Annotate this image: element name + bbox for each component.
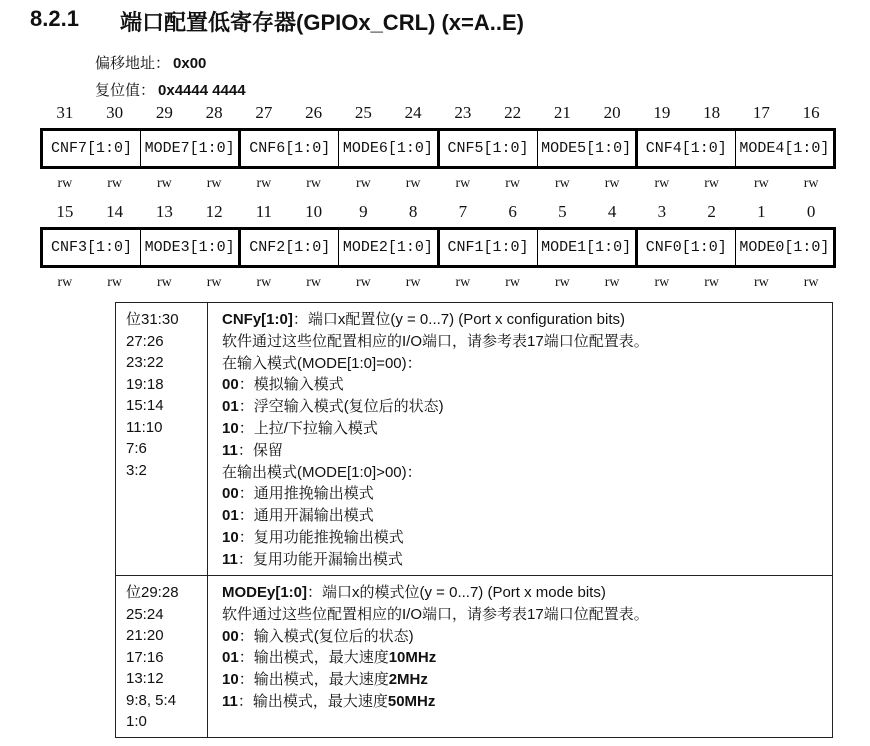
bit-range: 7:6: [126, 440, 147, 457]
bit-range: 17:16: [126, 648, 164, 666]
bit-range: 25:24: [126, 605, 164, 623]
bit-field-cell: CNF0[1:0]: [635, 230, 735, 265]
access-type: rw: [355, 275, 371, 290]
bit-range: 位29:28: [126, 584, 179, 601]
description-line: 00：输入模式(复位后的状态): [222, 627, 414, 645]
bit-number: 13: [155, 202, 173, 221]
bit-number: 30: [106, 103, 124, 122]
description-line: 10：输出模式，最大速度2MHz: [222, 671, 428, 689]
bit-range: 23:22: [126, 354, 164, 371]
bit-number: 23: [454, 103, 472, 122]
bit-number: 21: [553, 103, 571, 122]
description-line: 软件通过这些位配置相应的I/O端口，请参考表17端口位配置表。: [222, 332, 649, 350]
bit-fields-row: [40, 227, 836, 268]
description-table: [115, 302, 833, 738]
access-type: rw: [156, 176, 172, 191]
bit-number: 6: [508, 202, 517, 221]
access-type: rw: [455, 275, 471, 290]
bit-number: 12: [205, 202, 223, 221]
access-type: rw: [405, 176, 421, 191]
bit-number: 9: [359, 202, 368, 221]
description-line: 10：上拉/下拉输入模式: [222, 419, 378, 437]
access-row: [40, 176, 836, 194]
bit-field-cell: MODE6[1:0]: [338, 131, 436, 166]
reset-value-label: 复位值：: [95, 82, 156, 99]
access-type: rw: [753, 176, 769, 191]
bit-field-cell: CNF1[1:0]: [437, 230, 537, 265]
bit-range: 9:8, 5:4: [126, 691, 177, 709]
description-line: CNFy[1:0]：端口x配置位(y = 0...7) (Port x configuration bits): [222, 311, 626, 328]
bit-number: 28: [205, 103, 223, 122]
bit-range: 27:26: [126, 332, 164, 350]
bit-range: 13:12: [126, 670, 164, 687]
access-type: rw: [554, 176, 570, 191]
description-line: 00：通用推挽输出模式: [222, 485, 374, 503]
bit-field-cell: MODE2[1:0]: [338, 230, 436, 265]
bit-number: 7: [458, 202, 468, 221]
bit-fields-row: [40, 128, 836, 169]
bit-field-cell: CNF5[1:0]: [437, 131, 537, 166]
bit-number: 19: [653, 103, 671, 122]
description-line: MODEy[1:0]：端口x的模式位(y = 0...7) (Port x mode bits): [222, 584, 606, 601]
description-line: 10：复用功能推挽输出模式: [222, 528, 404, 546]
bit-field-cell: MODE4[1:0]: [735, 131, 833, 166]
bit-range: 21:20: [126, 627, 164, 644]
access-type: rw: [306, 275, 322, 290]
bit-number: 27: [255, 103, 273, 122]
access-type: rw: [604, 275, 620, 290]
bit-number: 24: [404, 103, 422, 122]
bit-number: 11: [255, 202, 273, 221]
bit-number: 26: [305, 103, 323, 122]
bit-field-cell: CNF2[1:0]: [238, 230, 338, 265]
bit-range: 位31:30: [126, 311, 179, 328]
access-type: rw: [206, 176, 222, 191]
bit-number: 0: [806, 202, 816, 221]
access-type: rw: [803, 176, 819, 191]
bit-range: 11:10: [126, 418, 163, 436]
bit-range: 3:2: [126, 461, 147, 479]
access-type: rw: [753, 275, 769, 290]
access-type: rw: [107, 176, 123, 191]
access-type: rw: [57, 275, 73, 290]
bit-number: 14: [106, 202, 124, 221]
section-number: 8.2.1: [30, 6, 79, 31]
access-type: rw: [256, 176, 272, 191]
offset-address-label: 偏移地址：: [95, 55, 171, 72]
description-line: 在输出模式(MODE[1:0]>00)：: [222, 463, 422, 481]
description-line: 在输入模式(MODE[1:0]=00)：: [222, 354, 422, 372]
reset-value-value: 0x4444 4444: [158, 82, 246, 99]
bit-range-column: [116, 303, 208, 575]
bit-field-cell: MODE3[1:0]: [140, 230, 238, 265]
bit-number: 2: [707, 202, 716, 221]
bit-range: 19:18: [126, 375, 164, 393]
register-table-low: [40, 202, 836, 293]
offset-address-line: [95, 50, 246, 77]
description-line: 11：保留: [222, 441, 283, 459]
access-type: rw: [654, 275, 670, 290]
bit-field-cell: CNF7[1:0]: [51, 140, 133, 157]
offset-address-value: 0x00: [173, 55, 207, 72]
access-type: rw: [704, 176, 720, 191]
bit-numbers-row: [40, 103, 836, 125]
description-line: 00：模拟输入模式: [222, 376, 344, 394]
access-type: rw: [57, 176, 73, 191]
bit-number: 1: [757, 202, 766, 221]
bit-field-cell: MODE1[1:0]: [537, 230, 635, 265]
access-type: rw: [156, 275, 172, 290]
access-type: rw: [654, 176, 670, 191]
bit-number: 29: [155, 103, 173, 122]
section-title: 端口配置低寄存器(GPIOx_CRL) (x=A..E): [120, 10, 524, 35]
access-type: rw: [704, 275, 720, 290]
description-line: 软件通过这些位配置相应的I/O端口，请参考表17端口位配置表。: [222, 605, 649, 623]
register-table-high: [40, 103, 836, 194]
bit-field-cell: MODE7[1:0]: [140, 131, 238, 166]
bit-range-column: [116, 576, 208, 737]
bit-field-cell: MODE5[1:0]: [537, 131, 635, 166]
bit-field-cell: CNF6[1:0]: [238, 131, 338, 166]
access-type: rw: [455, 176, 471, 191]
bit-number: 15: [56, 202, 74, 221]
bit-number: 22: [504, 103, 522, 122]
access-type: rw: [803, 275, 819, 290]
bit-field-cell: MODE0[1:0]: [735, 230, 833, 265]
bit-field-cell: CNF4[1:0]: [635, 131, 735, 166]
access-type: rw: [505, 176, 521, 191]
bit-number: 10: [305, 202, 323, 221]
access-type: rw: [355, 176, 371, 191]
access-type: rw: [554, 275, 570, 290]
access-type: rw: [206, 275, 222, 290]
description-column: [208, 303, 832, 575]
description-row: [116, 575, 832, 737]
access-row: [40, 275, 836, 293]
description-line: 01：通用开漏输出模式: [222, 507, 374, 525]
access-type: rw: [505, 275, 521, 290]
access-type: rw: [405, 275, 421, 290]
register-meta: [95, 50, 246, 104]
bit-number: 25: [354, 103, 372, 122]
bit-number: 18: [703, 103, 721, 122]
bit-range: 1:0: [126, 713, 147, 730]
description-line: 01：浮空输入模式(复位后的状态): [222, 398, 444, 416]
reset-value-line: [95, 77, 246, 104]
page-title: [30, 6, 524, 37]
bit-number: 17: [752, 103, 770, 122]
bit-number: 3: [657, 202, 667, 221]
access-type: rw: [604, 176, 620, 191]
bit-number: 4: [607, 202, 617, 221]
access-type: rw: [256, 275, 272, 290]
bit-number: 31: [56, 103, 74, 122]
description-column: [208, 576, 832, 737]
description-line: 11：输出模式，最大速度50MHz: [222, 692, 436, 710]
description-line: 11：复用功能开漏输出模式: [222, 550, 403, 568]
bit-numbers-row: [40, 202, 836, 224]
bit-range: 15:14: [126, 397, 164, 414]
bit-number: 8: [408, 202, 418, 221]
bit-number: 20: [603, 103, 621, 122]
bit-number: 5: [558, 202, 567, 221]
bit-number: 16: [802, 103, 820, 122]
description-line: 01：输出模式，最大速度10MHz: [222, 649, 437, 667]
access-type: rw: [306, 176, 322, 191]
access-type: rw: [107, 275, 123, 290]
bit-field-cell: CNF3[1:0]: [51, 239, 133, 256]
description-row: [116, 303, 832, 575]
